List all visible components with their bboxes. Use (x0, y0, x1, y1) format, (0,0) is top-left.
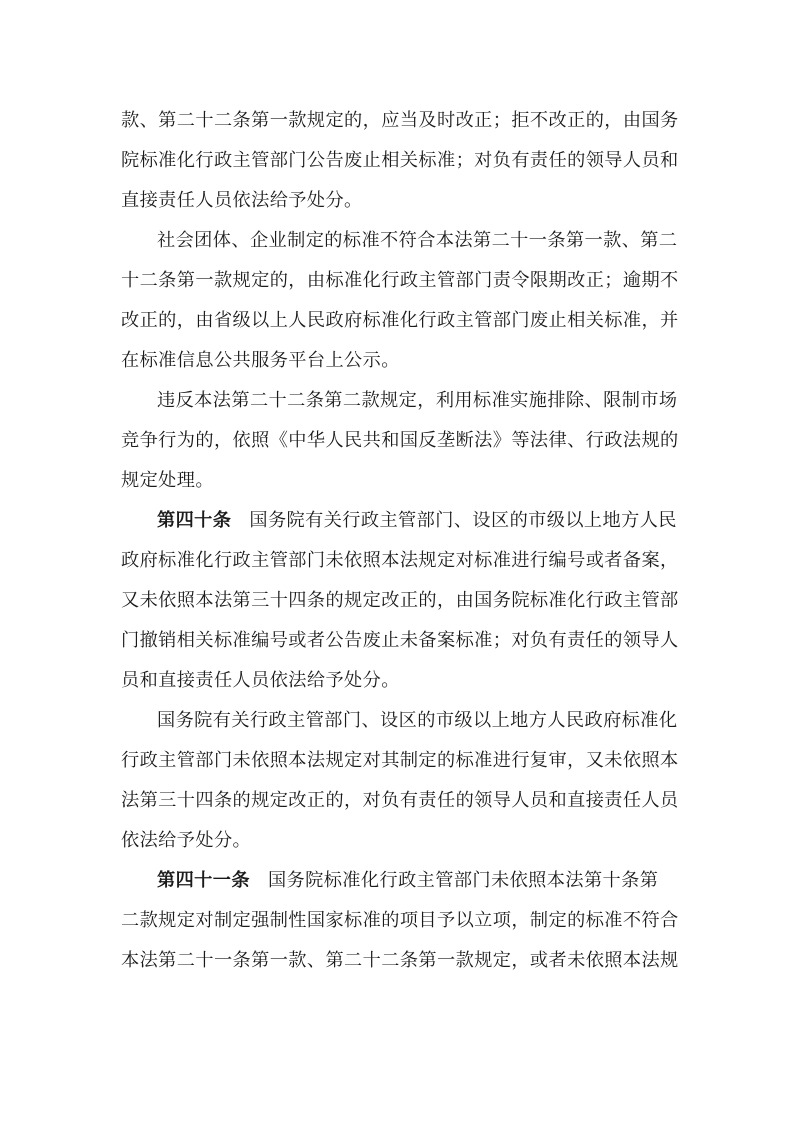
text-line: 院标准化行政主管部门公告废止相关标准；对负有责任的领导人员和 (121, 150, 679, 171)
text-line: 改正的，由省级以上人民政府标准化行政主管部门废止相关标准，并 (121, 310, 679, 331)
text-line: 款、第二十二条第一款规定的，应当及时改正；拒不改正的，由国务 (121, 110, 679, 131)
text-line: 依法给予处分。 (121, 830, 252, 851)
text-span: 国务院标准化行政主管部门未依照本法第十条第 (267, 870, 659, 891)
text-line: 法第三十四条的规定改正的，对负有责任的领导人员和直接责任人员 (121, 790, 679, 811)
text-line: 门撤销相关标准编号或者公告废止未备案标准；对负有责任的领导人 (121, 630, 679, 651)
text-line: 员和直接责任人员依法给予处分。 (121, 670, 400, 691)
text-span: 国务院有关行政主管部门、设区的市级以上地方人民 (249, 510, 677, 531)
text-line: 又未依照本法第三十四条的规定改正的，由国务院标准化行政主管部 (121, 590, 679, 611)
text-line: 竞争行为的，依照《中华人民共和国反垄断法》等法律、行政法规的 (121, 430, 679, 451)
text-line: 违反本法第二十二条第二款规定，利用标准实施排除、限制市场 (157, 390, 678, 411)
text-line: 政府标准化行政主管部门未依照本法规定对标准进行编号或者备案， (121, 550, 679, 571)
article-40-label: 第四十条 (157, 510, 232, 531)
text-line: 二款规定对制定强制性国家标准的项目予以立项，制定的标准不符合 (121, 910, 679, 931)
article-41-first-line (157, 868, 677, 894)
text-line: 直接责任人员依法给予处分。 (121, 190, 363, 211)
text-line: 国务院有关行政主管部门、设区的市级以上地方人民政府标准化 (157, 710, 678, 731)
text-line: 行政主管部门未依照本法规定对其制定的标准进行复审，又未依照本 (121, 750, 679, 771)
text-line: 本法第二十一条第一款、第二十二条第一款规定，或者未依照本法规 (121, 950, 679, 971)
article-40-first-line (157, 508, 677, 534)
text-line: 在标准信息公共服务平台上公示。 (121, 350, 400, 371)
text-line: 十二条第一款规定的，由标准化行政主管部门责令限期改正；逾期不 (121, 270, 679, 291)
text-line: 社会团体、企业制定的标准不符合本法第二十一条第一款、第二 (157, 230, 678, 251)
article-41-label: 第四十一条 (157, 870, 250, 891)
text-line: 规定处理。 (121, 470, 214, 491)
